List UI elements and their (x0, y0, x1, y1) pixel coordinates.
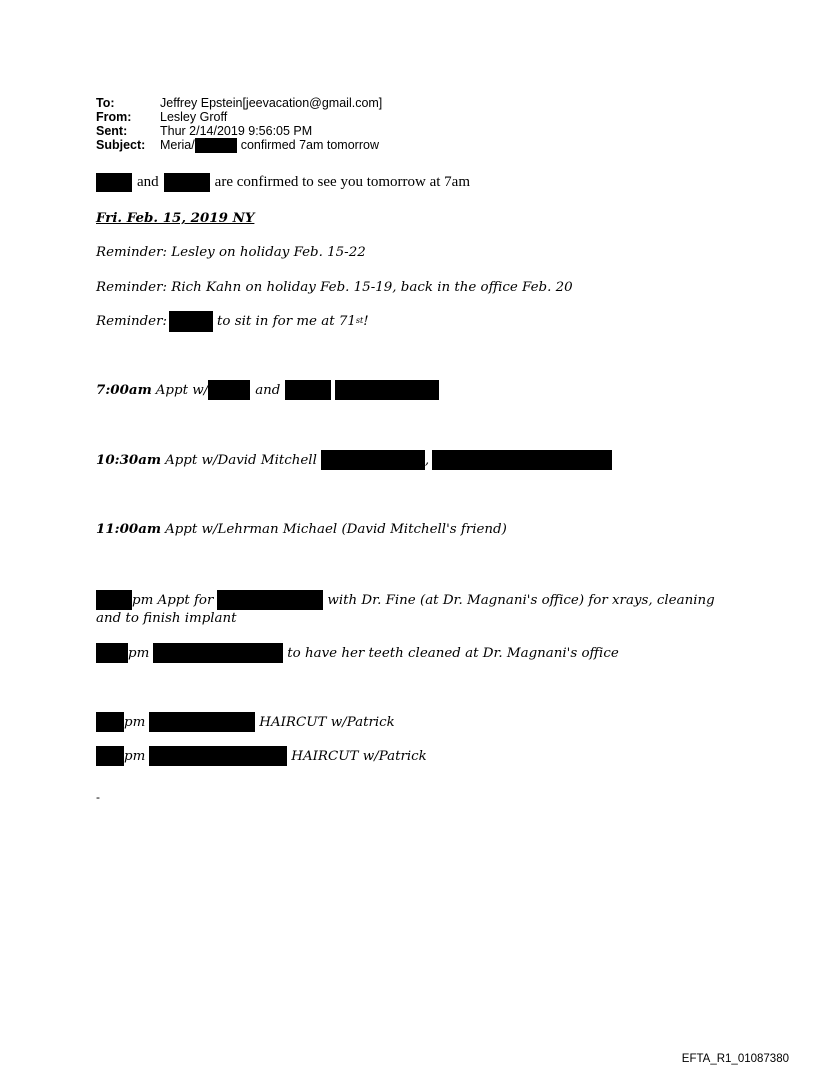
to-label: To: (96, 96, 115, 110)
redaction-box (335, 380, 439, 400)
appointment-1030am (96, 450, 612, 470)
reminder-2-text: Reminder: Rich Kahn on holiday Feb. 15-19, back in the office Feb. 20 (96, 279, 573, 295)
appointment-dental-2 (96, 643, 619, 663)
appointment-dental-1-cont (96, 608, 237, 628)
appointment-11am (96, 519, 507, 539)
from-row (96, 110, 382, 124)
appt-text: Appt w/David Mitchell (165, 452, 317, 468)
subject-row (96, 138, 382, 152)
appt-and: and (255, 382, 281, 398)
reminder-3-suffix: to sit in for me at 71 (217, 313, 356, 329)
to-row (96, 96, 382, 110)
redaction-box (96, 712, 124, 732)
date-heading-text: Fri. Feb. 15, 2019 NY (96, 210, 255, 226)
appt-text: to have her teeth cleaned at Dr. Magnani's office (287, 645, 619, 661)
redaction-box (321, 450, 425, 470)
reminder-3-end: ! (363, 313, 369, 329)
appt-cont: and to finish implant (96, 610, 237, 626)
reminder-1-text: Reminder: Lesley on holiday Feb. 15-22 (96, 244, 366, 260)
redaction-box (153, 643, 283, 663)
redaction-box (195, 138, 237, 153)
intro-line (96, 173, 470, 192)
appt-text: HAIRCUT w/Patrick (291, 748, 427, 764)
to-value: Jeffrey Epstein[jeevacation@gmail.com] (160, 96, 383, 110)
appointment-7am (96, 380, 439, 400)
redaction-box (96, 590, 132, 610)
appt-time: 7:00am (96, 382, 152, 398)
from-label: From: (96, 110, 132, 124)
reminder-1 (96, 242, 366, 262)
redaction-box (149, 712, 255, 732)
redaction-box (432, 450, 612, 470)
intro-text: are confirmed to see you tomorrow at 7am (214, 174, 471, 190)
reminder-3-prefix: Reminder: (96, 313, 168, 329)
subject-suffix: confirmed 7am tomorrow (240, 138, 379, 152)
appt-text: Appt w/ (155, 382, 209, 398)
subject-value (160, 138, 379, 152)
sent-value: Thur 2/14/2019 9:56:05 PM (160, 124, 313, 138)
reminder-3: Reminder: to sit in for me at 71 st ! (96, 311, 369, 331)
appt-time: 11:00am (96, 521, 162, 537)
email-header (96, 96, 382, 152)
appt-pm: pm (124, 714, 146, 730)
appt-text: with Dr. Fine (at Dr. Magnani's office) for xrays, cleaning (327, 592, 715, 608)
appointment-haircut-1 (96, 712, 395, 732)
redaction-box (164, 173, 210, 192)
sent-label: Sent: (96, 124, 128, 138)
subject-prefix: Meria/ (160, 138, 195, 152)
appt-pm: pm Appt for (132, 592, 214, 608)
appointment-haircut-2 (96, 746, 427, 766)
appt-comma: , (424, 452, 430, 468)
redaction-box (169, 311, 213, 332)
appt-time: 10:30am (96, 452, 162, 468)
subject-label: Subject: (96, 138, 146, 152)
trailing-dash: - (96, 790, 100, 804)
document-id: EFTA_R1_01087380 (681, 1053, 789, 1065)
redaction-box (217, 590, 323, 610)
sent-row (96, 124, 382, 138)
appt-text: Appt w/Lehrman Michael (David Mitchell's friend) (165, 521, 507, 537)
redaction-box (208, 380, 250, 400)
appt-pm: pm (128, 645, 150, 661)
date-heading (96, 208, 254, 228)
redaction-box (96, 173, 132, 192)
from-value: Lesley Groff (160, 110, 228, 124)
redaction-box (149, 746, 287, 766)
redaction-box (96, 746, 124, 766)
appt-pm: pm (124, 748, 146, 764)
intro-and: and (137, 174, 159, 190)
redaction-box (285, 380, 331, 400)
appt-text: HAIRCUT w/Patrick (259, 714, 395, 730)
redaction-box (96, 643, 128, 663)
reminder-2 (96, 277, 573, 297)
appointment-dental-1 (96, 590, 715, 610)
